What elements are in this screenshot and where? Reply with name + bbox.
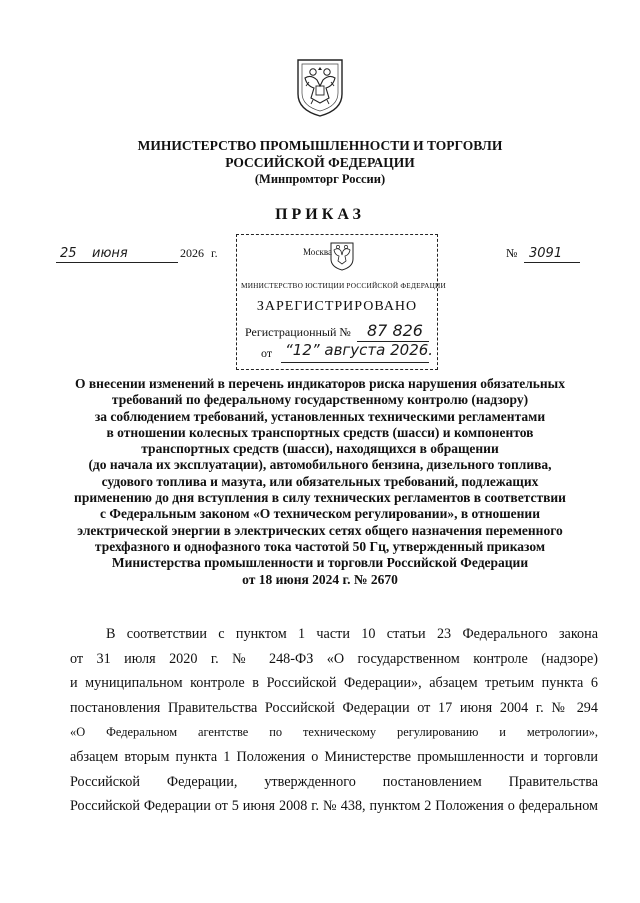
order-date-year: 2026 [180, 246, 204, 260]
stamp-ministry: МИНИСТЕРСТВО ЮСТИЦИИ РОССИЙСКОЙ ФЕДЕРАЦИИ [241, 281, 446, 290]
date-underline [56, 262, 178, 263]
stamp-registration-number-label: Регистрационный № [245, 325, 351, 339]
stamp-date-underline [281, 362, 429, 363]
body-line: и муниципальном контроле в Российской Федерации», абзацем третьим пункта 6 [70, 675, 598, 692]
stamp-registration-number: 87 826 [367, 321, 423, 340]
registration-stamp [236, 234, 446, 370]
ministry-short-name: (Минпромторг России) [254, 172, 386, 186]
subject-line: с Федеральным законом «О техническом регулировании», в отношении [100, 506, 540, 522]
number-underline [524, 262, 580, 263]
subject-line: Министерства промышленности и торговли Российской Федерации [111, 555, 529, 571]
order-body [70, 622, 598, 819]
subject-line: за соблюдением требований, установленных техническими регламентами [94, 408, 546, 424]
order-date-year-suffix: г. [211, 246, 218, 260]
subject-line: от 18 июня 2024 г. № 2670 [242, 571, 398, 587]
subject-line: (до начала их эксплуатации), автомобильного бензина, дизельного топлива, [88, 457, 552, 473]
ministry-name-line2: РОССИЙСКОЙ ФЕДЕРАЦИИ [225, 155, 415, 170]
stamp-registration-date: “12” августа 2026. [285, 341, 434, 359]
subject-line: применению до дня вступления в силу технических регламентов в соответствии [74, 490, 566, 506]
order-number: 3091 [529, 246, 563, 261]
body-line: от 31 июля 2020 г. № 248-ФЗ «О государственном контроле (надзоре) [70, 650, 598, 667]
subject-line: транспортных средств (шасси), находящихся в обращении [141, 441, 499, 457]
stamp-date-prefix: от [261, 346, 273, 360]
body-line: постановления Правительства Российской Федерации от 17 июня 2004 г. № 294 [70, 699, 598, 716]
subject-line: электрической энергии в электрических сетях общего назначения переменного [77, 522, 563, 538]
order-date-day: 25 [60, 246, 77, 261]
stamp-emblem-icon [329, 241, 355, 271]
subject-line: трехфазного и однофазного тока частотой 50 Гц, утвержденный приказом [94, 538, 546, 554]
body-line: «О Федеральном агентстве по техническому регулированию и метрологии», [70, 725, 598, 740]
ministry-name-line1: МИНИСТЕРСТВО ПРОМЫШЛЕННОСТИ И ТОРГОВЛИ [137, 138, 503, 153]
subject-line: О внесении изменений в перечень индикаторов риска нарушения обязательных [75, 376, 565, 391]
body-line: Российской Федерации, утвержденного постановлением Правительства [70, 773, 598, 790]
body-line: абзацем вторым пункта 1 Положения о Министерстве промышленности и торговли [70, 748, 598, 765]
stamp-registered-label: ЗАРЕГИСТРИРОВАНО [256, 299, 418, 314]
stamp-city: Москва [303, 247, 332, 257]
subject-line: судового топлива и мазута, или обязательных требований, подлежащих [101, 473, 539, 489]
order-date-month: июня [92, 246, 128, 261]
body-line: Российской Федерации от 5 июня 2008 г. № 438, пунктом 2 Положения о федеральном [70, 798, 598, 815]
order-number-sign: № [506, 246, 518, 260]
coat-of-arms-emblem [295, 56, 345, 118]
order-title: ПРИКАЗ [275, 206, 365, 223]
subject-line: требований по федеральному государственному контролю (надзору) [111, 392, 529, 408]
subject-line: в отношении колесных транспортных средств (шасси) и компонентов [106, 424, 534, 440]
order-subject [60, 376, 580, 588]
body-line: В соответствии с пунктом 1 части 10 статьи 23 Федерального закона [106, 626, 598, 642]
